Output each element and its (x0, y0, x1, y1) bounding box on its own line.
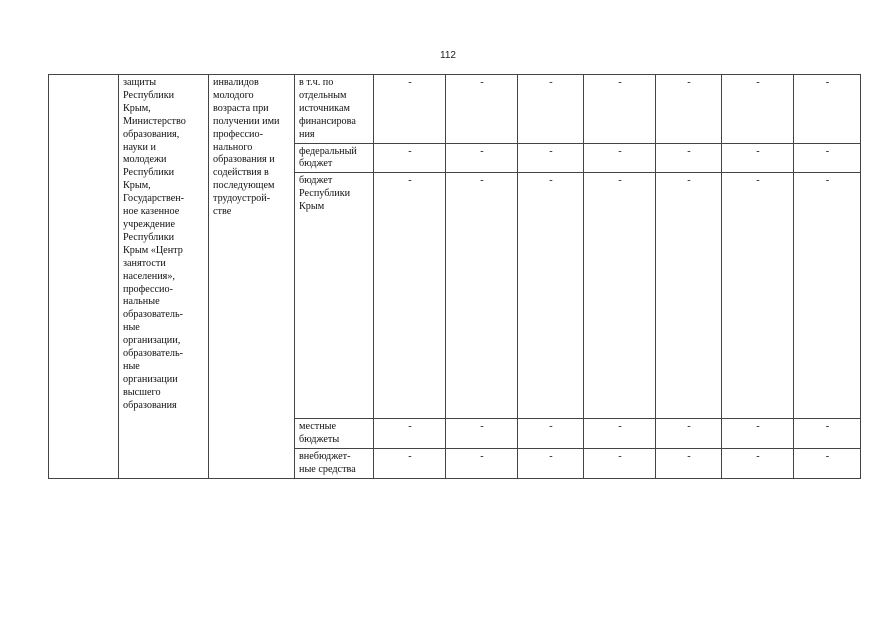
source-cell: бюджет Республики Крым (295, 173, 374, 419)
source-cell: в т.ч. по отдельным источникам финансирова ния (295, 75, 374, 144)
value-cell: - (722, 143, 794, 173)
value-cell: - (518, 143, 584, 173)
value-cell: - (446, 173, 518, 419)
value-cell: - (722, 173, 794, 419)
measure-text: инвалидов молодого возраста при получении ими профессио- нального образования и содействия в последующем трудоустрой- стве (213, 77, 280, 218)
value-cell: - (722, 449, 794, 479)
value-cell: - (374, 173, 446, 419)
value-cell: - (584, 143, 656, 173)
table-row (49, 75, 861, 144)
financing-table (48, 74, 861, 479)
value-cell: - (794, 75, 861, 144)
value-cell: - (446, 449, 518, 479)
value-cell: - (794, 419, 861, 449)
value-cell: - (446, 419, 518, 449)
source-cell: федеральный бюджет (295, 143, 374, 173)
value-cell: - (374, 143, 446, 173)
row-number-cell (49, 75, 119, 479)
value-cell: - (794, 173, 861, 419)
value-cell: - (656, 419, 722, 449)
measure-cell (209, 75, 295, 479)
value-cell: - (794, 449, 861, 479)
value-cell: - (584, 419, 656, 449)
value-cell: - (446, 143, 518, 173)
value-cell: - (722, 419, 794, 449)
value-cell: - (584, 449, 656, 479)
source-cell: местные бюджеты (295, 419, 374, 449)
value-cell: - (518, 75, 584, 144)
value-cell: - (518, 449, 584, 479)
value-cell: - (656, 449, 722, 479)
value-cell: - (584, 173, 656, 419)
page-number: 112 (440, 50, 456, 61)
value-cell: - (518, 173, 584, 419)
value-cell: - (656, 75, 722, 144)
value-cell: - (722, 75, 794, 144)
value-cell: - (374, 419, 446, 449)
executors-cell (119, 75, 209, 479)
value-cell: - (584, 75, 656, 144)
value-cell: - (794, 143, 861, 173)
value-cell: - (374, 449, 446, 479)
value-cell: - (518, 419, 584, 449)
source-cell: внебюджет- ные средства (295, 449, 374, 479)
value-cell: - (656, 173, 722, 419)
executors-text: защиты Республики Крым, Министерство образования, науки и молодежи Республики Крым, Государствен- ное казенное учреждение Республики Крым «Центр занятости населения», профессио- нальные образователь- ные организации, образователь- ные организации высшего образования (123, 77, 186, 411)
value-cell: - (446, 75, 518, 144)
value-cell: - (656, 143, 722, 173)
value-cell: - (374, 75, 446, 144)
